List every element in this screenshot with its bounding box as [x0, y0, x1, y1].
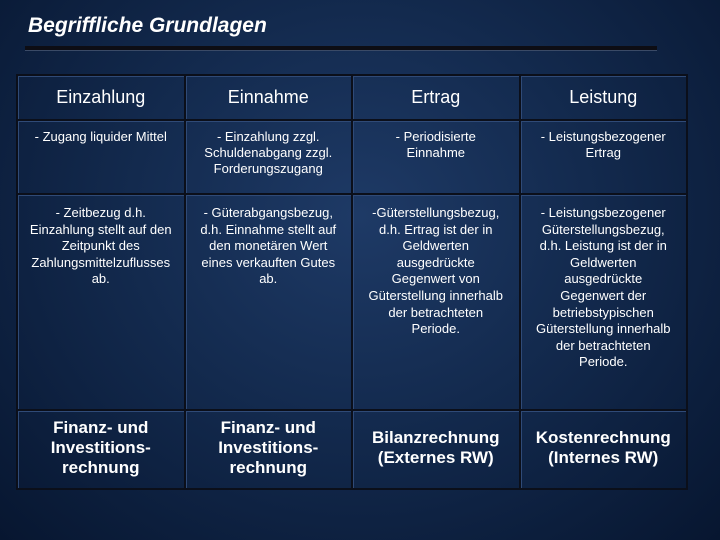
cell-line: - Leistungsbezogener [540, 205, 666, 220]
concepts-table [16, 74, 688, 490]
reference-row [17, 194, 687, 410]
ref-einzahlung [17, 194, 185, 410]
acct-leistung [520, 410, 688, 489]
cell-line: - Leistungsbezogener [540, 129, 666, 144]
cell-line: Güterstellung innerhalb [536, 321, 671, 337]
cell-line: Güterstellungsbezug, [541, 221, 665, 237]
cell-line: - Güterabgangsbezug, [203, 205, 333, 220]
definition-row [17, 120, 687, 194]
cell-line: Geldwerten [402, 238, 469, 254]
cell-line: den monetären Wert [209, 238, 328, 254]
cell-line: rechnung [62, 457, 140, 477]
acct-ertrag [352, 410, 520, 489]
cell-line: (Internes RW) [548, 447, 659, 467]
accounting-row [17, 410, 687, 489]
cell-line: Zeitpunkt des [61, 238, 140, 254]
cell-line: Forderungszugang [213, 161, 323, 176]
title-underline [25, 46, 657, 50]
cell-line: Einzahlung stellt auf den [29, 221, 172, 237]
cell-line: eines verkauften Gutes [201, 254, 336, 270]
header-einnahme: Einnahme [185, 75, 353, 120]
header-einzahlung: Einzahlung [17, 75, 185, 120]
cell-line: - Einzahlung zzgl. [216, 129, 320, 144]
cell-line: d.h. Einnahme stellt auf [200, 221, 337, 237]
header-leistung: Leistung [520, 75, 688, 120]
cell-line: ab. [259, 271, 278, 287]
cell-line: Periode. [411, 321, 460, 337]
cell-line: d.h. Ertrag ist der in [379, 221, 493, 237]
def-leistung [520, 120, 688, 194]
slide-title: Begriffliche Grundlagen [28, 14, 267, 37]
header-ertrag: Ertrag [352, 75, 520, 120]
ref-einnahme [185, 194, 353, 410]
acct-einnahme [185, 410, 353, 489]
cell-line: Periode. [579, 354, 628, 370]
acct-einzahlung [17, 410, 185, 489]
cell-line: Schuldenabgang zzgl. [204, 145, 333, 160]
table-header-row [17, 75, 687, 120]
cell-line: (Externes RW) [377, 447, 494, 467]
cell-line: Investitions- [218, 437, 319, 457]
def-ertrag [352, 120, 520, 194]
cell-line: Bilanzrechnung [371, 427, 500, 447]
cell-line: Ertrag [585, 145, 621, 160]
cell-line: Zahlungsmittelzuflusses [31, 254, 171, 270]
cell-line: Güterstellung innerhalb [368, 287, 503, 303]
cell-line: ausgedrückte [396, 254, 475, 270]
ref-leistung [520, 194, 688, 410]
cell-line: Gegenwert der [560, 287, 647, 303]
ref-ertrag [352, 194, 520, 410]
cell-line: Finanz- und [220, 417, 316, 437]
cell-line: -Güterstellungsbezug, [372, 205, 500, 220]
cell-line: d.h. Leistung ist der in [539, 238, 667, 254]
def-einnahme [185, 120, 353, 194]
cell-line: ausgedrückte [564, 271, 643, 287]
cell-line: - Periodisierte [395, 129, 476, 144]
cell-line: Kostenrechnung [535, 427, 671, 447]
def-einzahlung [17, 120, 185, 194]
cell-line: der betrachteten [555, 337, 651, 353]
cell-line: betriebstypischen [552, 304, 654, 320]
cell-line: rechnung [229, 457, 307, 477]
cell-line: Einnahme [406, 145, 466, 160]
cell-line: der betrachteten [388, 304, 484, 320]
cell-line: Gegenwert von [391, 271, 480, 287]
cell-line: Investitions- [50, 437, 151, 457]
cell-line: Finanz- und [53, 417, 149, 437]
cell-line: Geldwerten [570, 254, 637, 270]
cell-line: - Zugang liquider Mittel [34, 129, 167, 144]
cell-line: - Zeitbezug d.h. [55, 205, 146, 220]
cell-line: ab. [91, 271, 110, 287]
